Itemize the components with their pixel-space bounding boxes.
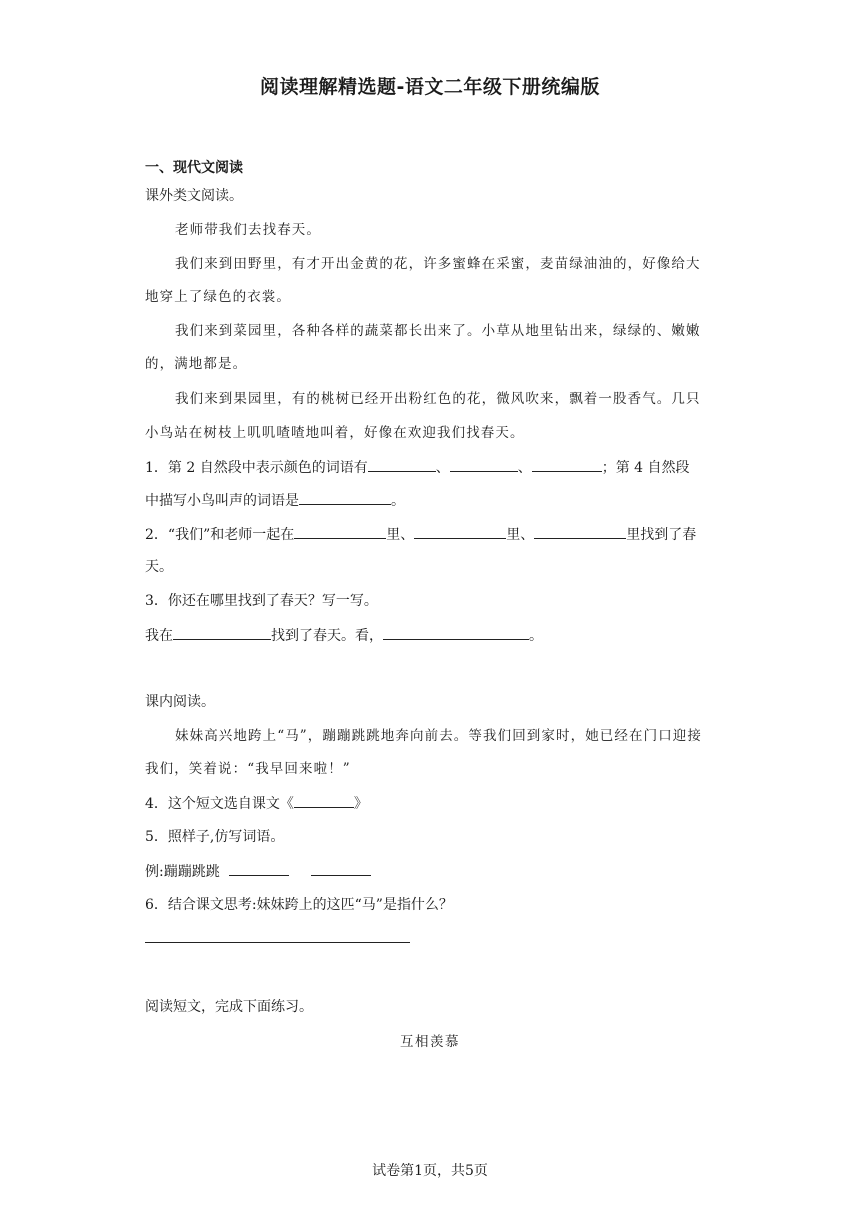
- question-4: [145, 793, 368, 814]
- question-2-text: 2．“我们”和老师一起在: [145, 527, 295, 543]
- passage1-paragraph3-line2: 的，满地都是。: [145, 356, 248, 372]
- answer-blank[interactable]: [414, 524, 506, 539]
- separator: 里、: [506, 527, 535, 543]
- question-2-line2: 天。: [145, 559, 173, 575]
- question-4-text: 4．这个短文选自课文《: [145, 796, 294, 812]
- answer-blank[interactable]: [532, 457, 602, 472]
- section3-intro: 阅读短文，完成下面练习。: [145, 999, 313, 1015]
- passage1-paragraph2-line1: 我们来到田野里，有才开出金黄的花，许多蜜蜂在采蜜，麦苗绿油油的，好像给大: [175, 256, 701, 272]
- passage1-paragraph1: 老师带我们去找春天。: [175, 222, 321, 238]
- answer-blank[interactable]: [294, 524, 386, 539]
- question-3: 3．你还在哪里找到了春天？写一写。: [145, 593, 378, 609]
- answer-blank[interactable]: [294, 793, 354, 808]
- answer-blank[interactable]: [534, 524, 626, 539]
- section1-intro: 课外类文阅读。: [145, 188, 243, 204]
- question-2-line1: [145, 524, 696, 545]
- question-6-answer-line[interactable]: [145, 942, 410, 943]
- period: 。: [529, 628, 543, 644]
- answer-blank[interactable]: [311, 861, 371, 876]
- passage2-line1: 妹妹高兴地跨上“马”，蹦蹦跳跳地奔向前去。等我们回到家时，她已经在门口迎接: [175, 728, 703, 744]
- answer-blank[interactable]: [299, 490, 391, 505]
- question-1-text: 1．第 2 自然段中表示颜色的词语有: [145, 460, 368, 476]
- question-6: 6．结合课文思考:妹妹跨上的这匹“马”是指什么？: [145, 897, 453, 913]
- question-3-answer-line: [145, 625, 543, 646]
- closing-bracket: 》: [353, 796, 368, 812]
- question-2-text-cont: 里找到了春: [626, 527, 697, 543]
- separator: 、: [435, 460, 450, 476]
- separator: 、: [517, 460, 532, 476]
- passage1-paragraph2-line2: 地穿上了绿色的衣裳。: [145, 289, 291, 305]
- passage1-paragraph3-line1: 我们来到菜园里，各种各样的蔬菜都长出来了。小草从地里钻出来，绿绿的、嫩嫩: [175, 323, 701, 339]
- question-5-example: [145, 861, 371, 882]
- question-5: 5．照样子,仿写词语。: [145, 829, 285, 845]
- section2-intro: 课内阅读。: [145, 694, 215, 710]
- answer-blank[interactable]: [383, 625, 529, 640]
- passage1-paragraph4-line1: 我们来到果园里，有的桃树已经开出粉红色的花，微风吹来，飘着一股香气。几只: [175, 391, 701, 407]
- question-1-line2: [145, 490, 405, 511]
- question-1-text-line2: 中描写小鸟叫声的词语是: [145, 493, 299, 509]
- answer-blank[interactable]: [173, 625, 271, 640]
- answer-blank[interactable]: [229, 861, 289, 876]
- answer-blank[interactable]: [450, 457, 518, 472]
- page-footer: 试卷第1页，共5页: [372, 1163, 488, 1179]
- question-3-middle: 找到了春天。看，: [271, 628, 383, 644]
- question-1-line1: [145, 457, 690, 478]
- period: 。: [391, 493, 405, 509]
- page-title: 阅读理解精选题-语文二年级下册统编版: [260, 76, 600, 98]
- passage1-paragraph4-line2: 小鸟站在树枝上叽叽喳喳地叫着，好像在欢迎我们找春天。: [145, 425, 525, 441]
- passage3-title: 互相羡慕: [400, 1034, 460, 1050]
- answer-blank[interactable]: [368, 457, 436, 472]
- passage2-line2: 我们，笑着说：“我早回来啦！”: [145, 761, 351, 777]
- example-word: 例:蹦蹦跳跳: [145, 864, 220, 880]
- question-3-prefix: 我在: [145, 628, 173, 644]
- question-1-text-cont: ；第 4 自然段: [601, 460, 690, 476]
- separator: 里、: [386, 527, 415, 543]
- section-heading: 一、现代文阅读: [145, 160, 243, 176]
